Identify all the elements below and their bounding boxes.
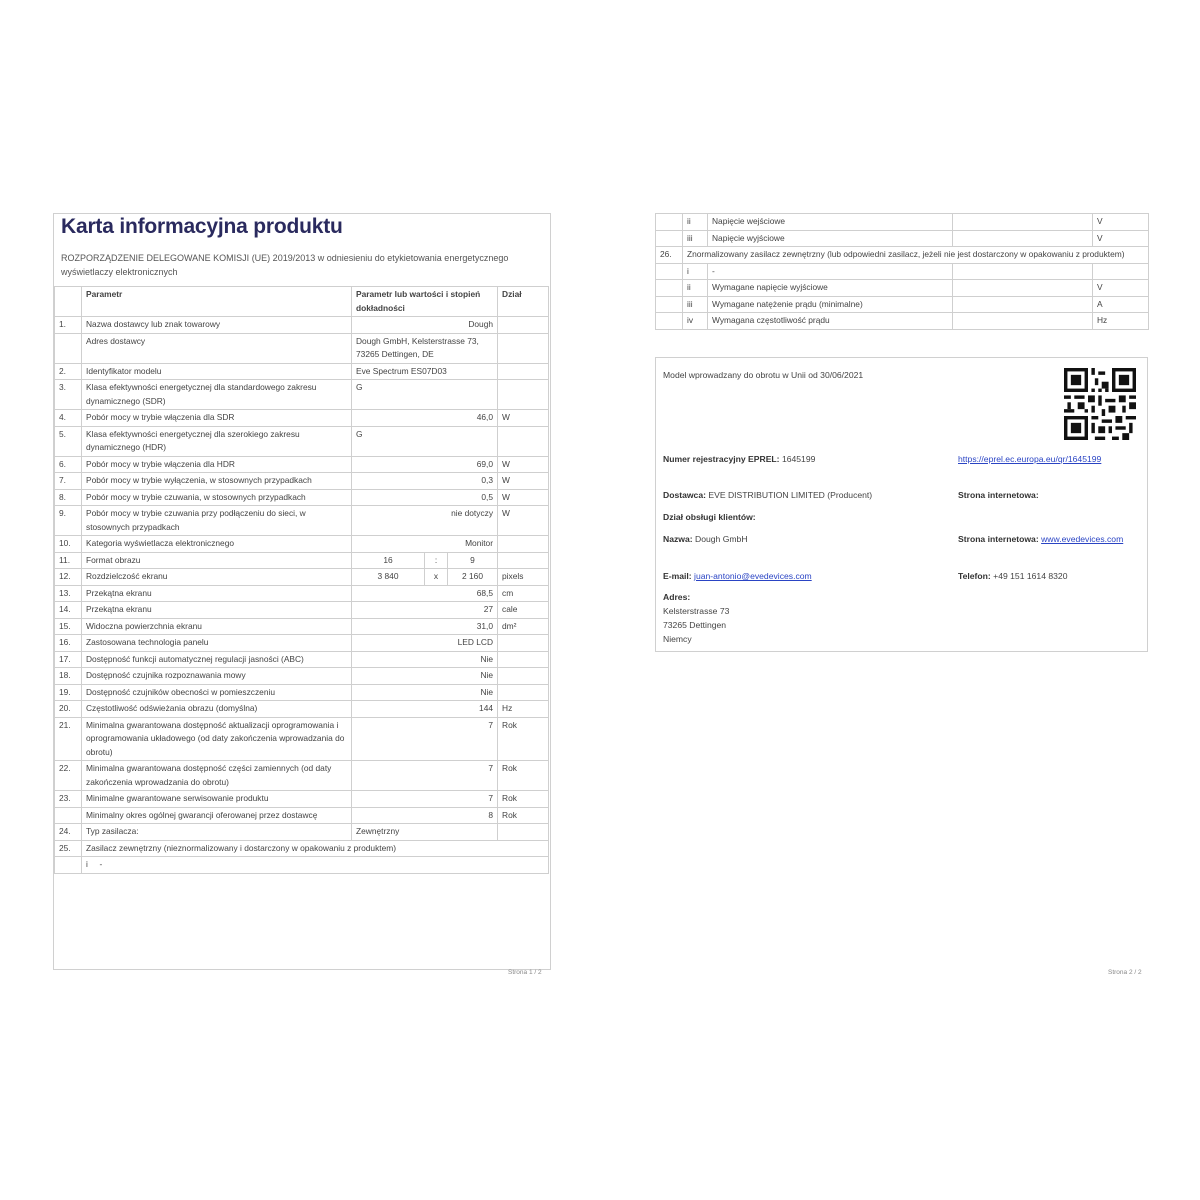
- website-link[interactable]: www.evedevices.com: [1041, 534, 1124, 544]
- eprel-label: Numer rejestracyjny EPREL:: [663, 454, 780, 464]
- table-row: i -: [656, 263, 1149, 280]
- table-row: 7. Pobór mocy w trybie wyłączenia, w stosownych przypadkach 0,3 W: [55, 473, 549, 490]
- table-row: 1. Nazwa dostawcy lub znak towarowy Dough: [55, 317, 549, 334]
- table-row: 21. Minimalna gwarantowana dostępność aktualizacji oprogramowania i oprogramowania układowego (od daty zakończenia wprowadzania do obrotu) 7 Rok: [55, 717, 549, 761]
- table-row: 5. Klasa efektywności energetycznej dla szerokiego zakresu dynamicznego (HDR) G: [55, 426, 549, 456]
- table-row: ii Napięcie wejściowe V: [656, 214, 1149, 231]
- table-row: 25. Zasilacz zewnętrzny (nieznormalizowany i dostarczony w opakowaniu z produktem): [55, 840, 549, 857]
- phone-label: Telefon:: [958, 571, 991, 581]
- table-row: 22. Minimalna gwarantowana dostępność części zamiennych (od daty zakończenia wprowadzania do obrotu) 7 Rok: [55, 761, 549, 791]
- table-row: ii Wymagane napięcie wyjściowe V: [656, 280, 1149, 297]
- table-row: Adres dostawcy Dough GmbH, Kelsterstrasse 73, 73265 Dettingen, DE: [55, 333, 549, 363]
- table-row: 13. Przekątna ekranu 68,5 cm: [55, 585, 549, 602]
- table-row: iii Napięcie wyjściowe V: [656, 230, 1149, 247]
- table-row: 3. Klasa efektywności energetycznej dla standardowego zakresu dynamicznego (SDR) G: [55, 380, 549, 410]
- table-row: 20. Częstotliwość odświeżania obrazu (domyślna) 144 Hz: [55, 701, 549, 718]
- power-supply-table: [655, 213, 1149, 330]
- name-value: Dough GmbH: [695, 534, 748, 544]
- address-line: Niemcy: [663, 634, 692, 644]
- address-label: Adres:: [663, 592, 691, 602]
- table-row: 2. Identyfikator modelu Eve Spectrum ES07D03: [55, 363, 549, 380]
- table-row: 10. Kategoria wyświetlacza elektronicznego Monitor: [55, 536, 549, 553]
- table-row: i -: [55, 857, 549, 874]
- header-unit: Dział: [498, 287, 549, 317]
- supplier-value: EVE DISTRIBUTION LIMITED (Producent): [708, 490, 873, 500]
- table-row: 16. Zastosowana technologia panelu LED LCD: [55, 635, 549, 652]
- eprel-link[interactable]: https://eprel.ec.europa.eu/qr/1645199: [958, 454, 1102, 464]
- table-row: 4. Pobór mocy w trybie włączenia dla SDR 46,0 W: [55, 410, 549, 427]
- table-row: 19. Dostępność czujników obecności w pomieszczeniu Nie: [55, 684, 549, 701]
- table-row: 23. Minimalne gwarantowane serwisowanie produktu 7 Rok: [55, 791, 549, 808]
- customer-service-label: Dział obsługi klientów:: [663, 512, 756, 522]
- website-label: Strona internetowa:: [958, 490, 1039, 500]
- product-info-table: [54, 286, 549, 874]
- email-label: E-mail:: [663, 571, 692, 581]
- table-row: 24. Typ zasilacza: Zewnętrzny: [55, 824, 549, 841]
- header-value: Parametr lub wartości i stopień dokładności: [352, 287, 498, 317]
- email-link[interactable]: juan-antonio@evedevices.com: [694, 571, 812, 581]
- website2-label: Strona internetowa:: [958, 534, 1039, 544]
- table-row: iv Wymagana częstotliwość prądu Hz: [656, 313, 1149, 330]
- page-1-footer: Strona 1 / 2: [508, 969, 542, 976]
- table-row: 17. Dostępność funkcji automatycznej regulacji jasności (ABC) Nie: [55, 651, 549, 668]
- table-row: 18. Dostępność czujnika rozpoznawania mowy Nie: [55, 668, 549, 685]
- table-row: Minimalny okres ogólnej gwarancji oferowanej przez dostawcę 8 Rok: [55, 807, 549, 824]
- market-date: Model wprowadzany do obrotu w Unii od 30/06/2021: [663, 370, 864, 380]
- name-label: Nazwa:: [663, 534, 693, 544]
- table-row: 14. Przekątna ekranu 27 cale: [55, 602, 549, 619]
- address-line: 73265 Dettingen: [663, 620, 727, 630]
- table-row: 8. Pobór mocy w trybie czuwania, w stosownych przypadkach 0,5 W: [55, 489, 549, 506]
- supplier-label: Dostawca:: [663, 490, 706, 500]
- table-row: 26. Znormalizowany zasilacz zewnętrzny (lub odpowiedni zasilacz, jeżeli nie jest dostarczony w opakowaniu z produktem): [656, 247, 1149, 264]
- table-row: 6. Pobór mocy w trybie włączenia dla HDR 69,0 W: [55, 456, 549, 473]
- header-param: Parametr: [82, 287, 352, 317]
- phone-value: +49 151 1614 8320: [993, 571, 1068, 581]
- address-line: Kelsterstrasse 73: [663, 606, 730, 616]
- qr-code-icon: [1064, 368, 1136, 440]
- page-title: Karta informacyjna produktu: [61, 215, 343, 238]
- table-row: iii Wymagane natężenie prądu (minimalne) A: [656, 296, 1149, 313]
- table-row: 15. Widoczna powierzchnia ekranu 31,0 dm²: [55, 618, 549, 635]
- page-2-footer: Strona 2 / 2: [1108, 969, 1142, 976]
- supplier-info-panel: [655, 357, 1148, 652]
- table-row: 12. Rozdzielczość ekranu 3 840 x 2 160 pixels: [55, 569, 549, 586]
- regulation-subtitle: ROZPORZĄDZENIE DELEGOWANE KOMISJI (UE) 2019/2013 w odniesieniu do etykietowania energetycznego wyświetlaczy elektronicznych: [61, 253, 509, 277]
- table-header-row: [55, 287, 549, 317]
- table-row: 9. Pobór mocy w trybie czuwania przy podłączeniu do sieci, w stosownych przypadkach nie dotyczy W: [55, 506, 549, 536]
- eprel-number: 1645199: [781, 454, 816, 464]
- table-row: 11. Format obrazu 16 : 9: [55, 552, 549, 569]
